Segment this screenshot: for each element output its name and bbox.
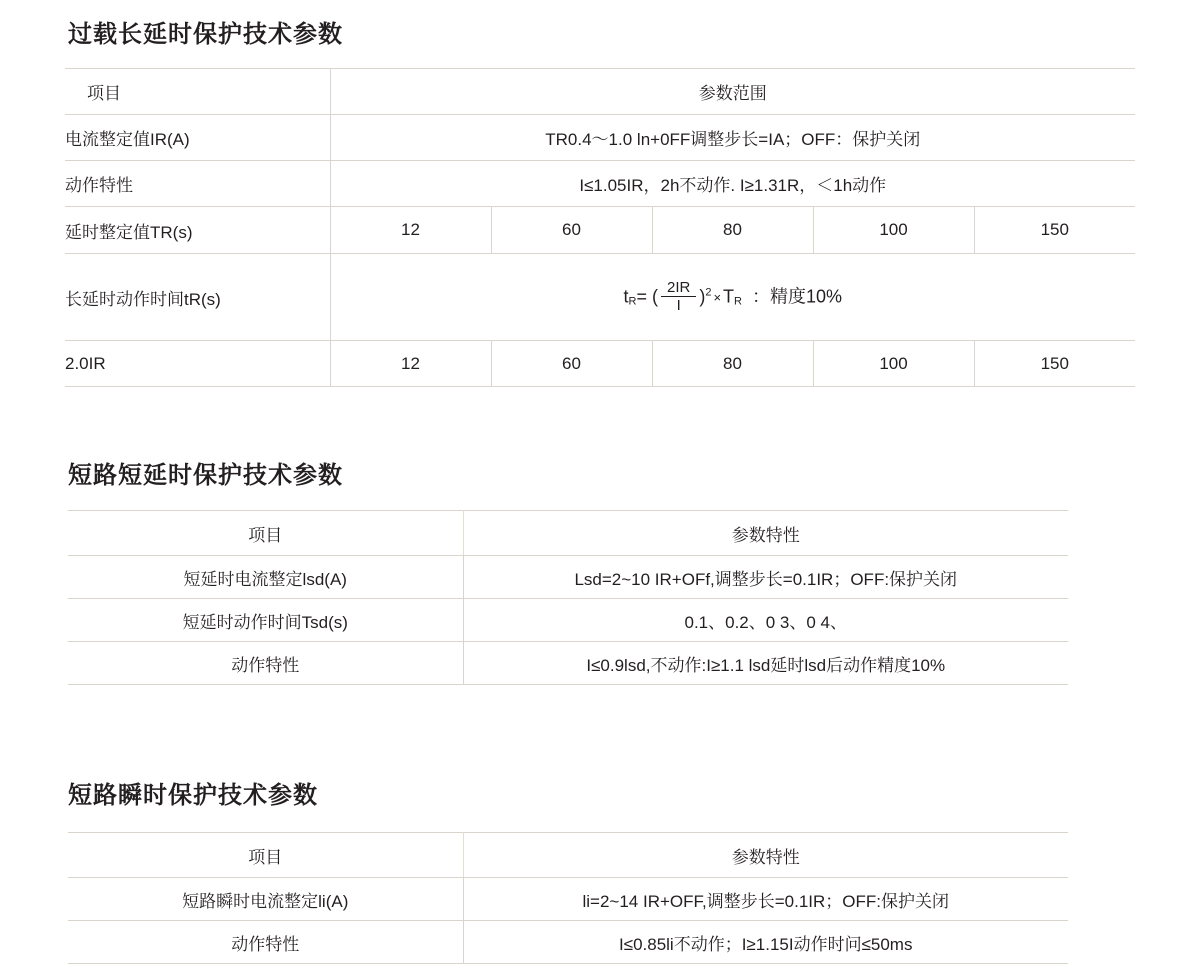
column-header-range: 参数范围 — [330, 69, 1135, 115]
row-value-long-delay-formula — [330, 254, 1135, 341]
row-value-action-characteristic: I≤0.9lsd,不动作:I≥1.1 lsd延时lsd后动作精度10% — [463, 642, 1068, 685]
formula-lead: t — [623, 285, 629, 306]
table-row — [68, 511, 1068, 556]
column-header-item: 项目 — [65, 69, 330, 115]
delay-setting-value-2: 60 — [491, 207, 652, 254]
row-label-instantaneous-current-setting: 短路瞬时电流整定li(A) — [68, 878, 463, 921]
delay-setting-value-4: 100 — [813, 207, 974, 254]
formula-tail: ：精度10% — [752, 285, 843, 306]
formula-power: 2 — [705, 285, 712, 298]
row-label-2-0-ir: 2.0IR — [65, 341, 330, 387]
table-row — [68, 642, 1068, 685]
row-label-action-characteristic: 动作特性 — [65, 161, 330, 207]
row-value-current-setting: TR0.4〜1.0 ln+0FF调整步长=IA；OFF：保护关闭 — [330, 115, 1135, 161]
table-short-circuit-instantaneous-wrapper — [0, 832, 1068, 964]
column-header-characteristic: 参数特性 — [463, 833, 1068, 878]
ir-value-5: 150 — [974, 341, 1135, 387]
row-label-action-characteristic: 动作特性 — [68, 921, 463, 964]
delay-setting-value-3: 80 — [652, 207, 813, 254]
table-row — [68, 921, 1068, 964]
row-value-instantaneous-current-setting: li=2~14 IR+OFF,调整步长=0.1IR；OFF:保护关闭 — [463, 878, 1068, 921]
table-row — [65, 207, 1135, 254]
section-title-short-circuit-short-delay: 短路短延时保护技术参数 — [68, 462, 343, 489]
column-header-characteristic: 参数特性 — [463, 511, 1068, 556]
table-row — [65, 341, 1135, 387]
row-label-long-delay-action-time: 长延时动作时间tR(s) — [65, 254, 330, 341]
formula-equals: = ( — [636, 285, 658, 306]
section-title-overload-long-delay: 过载长延时保护技术参数 — [68, 21, 343, 48]
section-title-short-circuit-instantaneous: 短路瞬时保护技术参数 — [68, 782, 318, 809]
formula-fraction — [661, 280, 696, 313]
table-short-circuit-short-delay-wrapper — [0, 510, 1068, 685]
row-value-action-characteristic: I≤1.05IR，2h不动作. I≥1.31R，＜1h动作 — [330, 161, 1135, 207]
formula-close-paren: ) — [699, 285, 706, 306]
formula-long-delay — [623, 278, 843, 314]
formula-times: × — [713, 289, 722, 305]
row-value-short-delay-action-time: 0.1、0.2、0 3、0 4、 — [463, 599, 1068, 642]
column-header-item: 项目 — [68, 833, 463, 878]
row-value-action-characteristic: I≤0.85li不动作；I≥1.15I动作时问≤50ms — [463, 921, 1068, 964]
formula-lead-sub: R — [628, 294, 637, 307]
row-label-delay-setting: 延时整定值TR(s) — [65, 207, 330, 254]
table-row — [68, 599, 1068, 642]
column-header-item: 项目 — [68, 511, 463, 556]
formula-numerator: 2IR — [661, 280, 696, 297]
table-row — [65, 115, 1135, 161]
table-row — [68, 556, 1068, 599]
row-label-short-delay-current-setting: 短延时电流整定lsd(A) — [68, 556, 463, 599]
table-short-circuit-short-delay — [68, 510, 1068, 685]
row-label-action-characteristic: 动作特性 — [68, 642, 463, 685]
table-row — [65, 69, 1135, 115]
row-value-short-delay-current-setting: Lsd=2~10 IR+OFf,调整步长=0.1IR；OFF:保护关闭 — [463, 556, 1068, 599]
table-row — [65, 161, 1135, 207]
row-label-current-setting: 电流整定值IR(A) — [65, 115, 330, 161]
delay-setting-value-5: 150 — [974, 207, 1135, 254]
table-row — [65, 254, 1135, 341]
table-short-circuit-instantaneous — [68, 832, 1068, 964]
ir-value-4: 100 — [813, 341, 974, 387]
row-label-short-delay-action-time: 短延时动作时间Tsd(s) — [68, 599, 463, 642]
formula-denominator: I — [676, 296, 681, 314]
formula-term: T — [723, 285, 735, 306]
ir-value-2: 60 — [491, 341, 652, 387]
table-row — [68, 833, 1068, 878]
table-row — [68, 878, 1068, 921]
formula-term-sub: R — [734, 294, 742, 307]
ir-value-3: 80 — [652, 341, 813, 387]
delay-setting-value-1: 12 — [330, 207, 491, 254]
table-overload-long-delay — [65, 68, 1135, 387]
ir-value-1: 12 — [330, 341, 491, 387]
table-overload-long-delay-wrapper — [0, 68, 1135, 387]
